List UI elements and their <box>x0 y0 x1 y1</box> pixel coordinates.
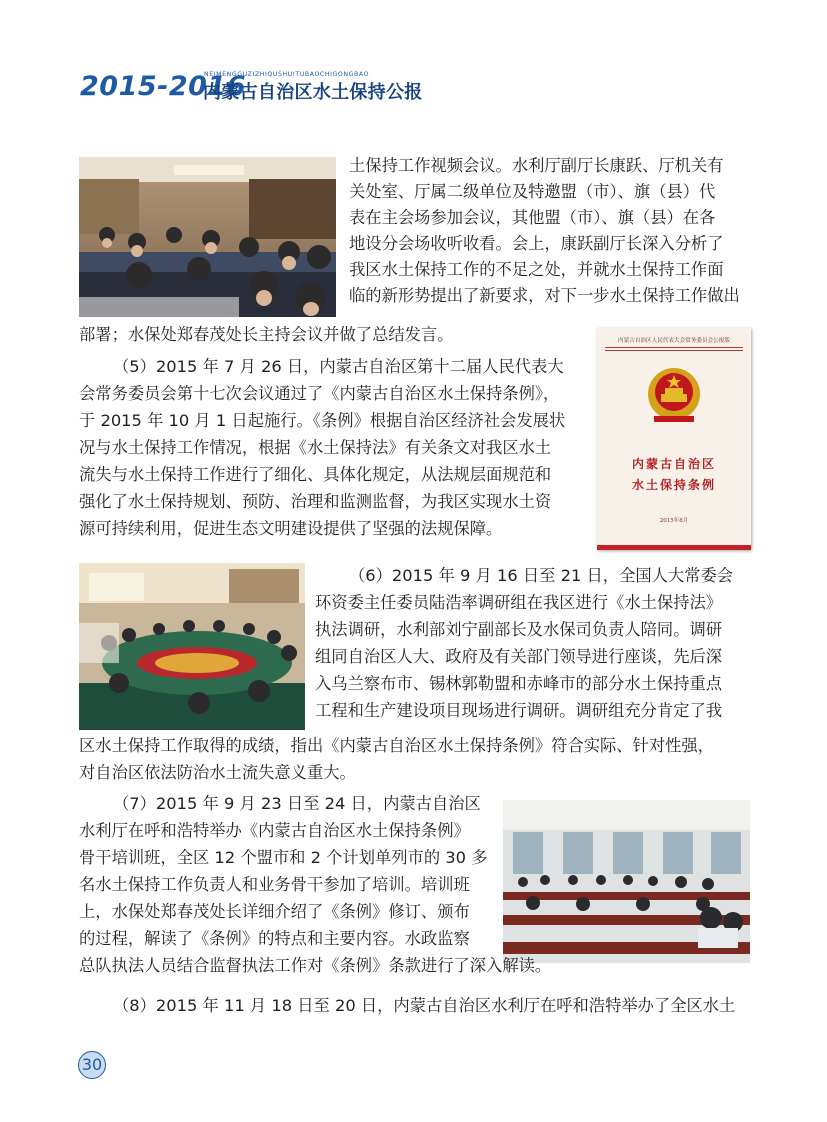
text-line: 流失与水土保持工作进行了细化、具体化规定，从法规层面规范和 <box>79 465 552 484</box>
book-cover-title-line2: 水土保持条例 <box>631 478 716 492</box>
text-line: 我区水土保持工作的不足之处，并就水土保持工作面 <box>349 260 724 279</box>
text-line: （6）2015 年 9 月 16 日至 21 日，全国人大常委会 <box>349 566 734 585</box>
book-cover-date: 2015年8月 <box>659 518 689 524</box>
text-line: 会常务委员会第十七次会议通过了《内蒙古自治区水土保持条例》， <box>79 384 560 403</box>
header-title: 内蒙古自治区水土保持公报 <box>203 82 423 103</box>
text-line: 地设分会场收听收看。会上，康跃副厅长深入分析了 <box>349 234 724 253</box>
header-year: 2015-2016 <box>80 71 246 102</box>
page-number: 30 <box>78 1051 106 1079</box>
text-line: 部署；水保处郑春茂处长主持会议并做了总结发言。 <box>79 325 454 344</box>
photo-training-class <box>503 800 750 963</box>
photo-video-conference <box>79 157 336 317</box>
text-line: 上，水保处郑春茂处长详细介绍了《条例》修订、颁布 <box>79 902 470 921</box>
text-line: 组同自治区人大、政府及有关部门领导进行座谈，先后深 <box>315 647 723 666</box>
book-cover-rule <box>605 347 743 348</box>
text-line: 执法调研，水利部刘宁副部长及水保司负责人陪同。调研 <box>315 620 723 639</box>
text-line: 临的新形势提出了新要求，对下一步水土保持工作做出 <box>349 286 740 305</box>
regulation-book-cover <box>597 328 751 550</box>
text-line: 强化了水土保持规划、预防、治理和监测监督，为我区实现水土资 <box>79 492 552 511</box>
text-line: 名水土保持工作负责人和业务骨干参加了培训。培训班 <box>79 875 470 894</box>
text-line: 土保持工作视频会议。水利厅副厅长康跃、厅机关有 <box>349 156 724 175</box>
photo-roundtable-meeting <box>79 563 305 730</box>
text-line: 总队执法人员结合监督执法工作对《条例》条款进行了深入解读。 <box>79 956 552 975</box>
text-line: （7）2015 年 9 月 23 日至 24 日，内蒙古自治区 <box>113 794 481 813</box>
text-line: （5）2015 年 7 月 26 日，内蒙古自治区第十二届人民代表大 <box>113 357 564 376</box>
book-cover-title-line1: 内蒙古自治区 <box>631 457 716 471</box>
text-line: 的过程，解读了《条例》的特点和主要内容。水政监察 <box>79 929 470 948</box>
book-cover-rule <box>605 350 743 351</box>
text-line: 入乌兰察布市、锡林郭勒盟和赤峰市的部分水土保持重点 <box>315 674 723 693</box>
text-line: 工程和生产建设项目现场进行调研。调研组充分肯定了我 <box>315 701 723 720</box>
text-line: （8）2015 年 11 月 18 日至 20 日，内蒙古自治区水利厅在呼和浩特举办了全区水土 <box>113 996 736 1015</box>
text-line: 对自治区依法防治水土流失意义重大。 <box>79 763 356 782</box>
book-cover-top-text: 内蒙古自治区人民代表大会常务委员会公报版 <box>618 338 730 344</box>
national-emblem-icon <box>644 366 704 424</box>
header-pinyin: NEIMENGGUZIZHIQUSHUITUBAOCHIGONGBAO <box>204 71 370 78</box>
text-line: 环资委主任委员陆浩率调研组在我区进行《水土保持法》 <box>315 593 723 612</box>
text-line: 关处室、厅属二级单位及特邀盟（市）、旗（县）代 <box>349 182 716 201</box>
text-line: 源可持续利用，促进生态文明建设提供了坚强的法规保障。 <box>79 519 503 538</box>
text-line: 骨干培训班，全区 12 个盟市和 2 个计划单列市的 30 多 <box>79 848 488 867</box>
text-line: 况与水土保持工作情况，根据《水土保持法》有关条文对我区水土 <box>79 438 552 457</box>
text-line: 区水土保持工作取得的成绩，指出《内蒙古自治区水土保持条例》符合实际、针对性强， <box>79 736 714 755</box>
text-line: 于 2015 年 10 月 1 日起施行。《条例》根据自治区经济社会发展状 <box>79 411 566 430</box>
text-line: 水利厅在呼和浩特举办《内蒙古自治区水土保持条例》 <box>79 821 470 840</box>
text-line: 表在主会场参加会议，其他盟（市）、旗（县）在各 <box>349 208 716 227</box>
